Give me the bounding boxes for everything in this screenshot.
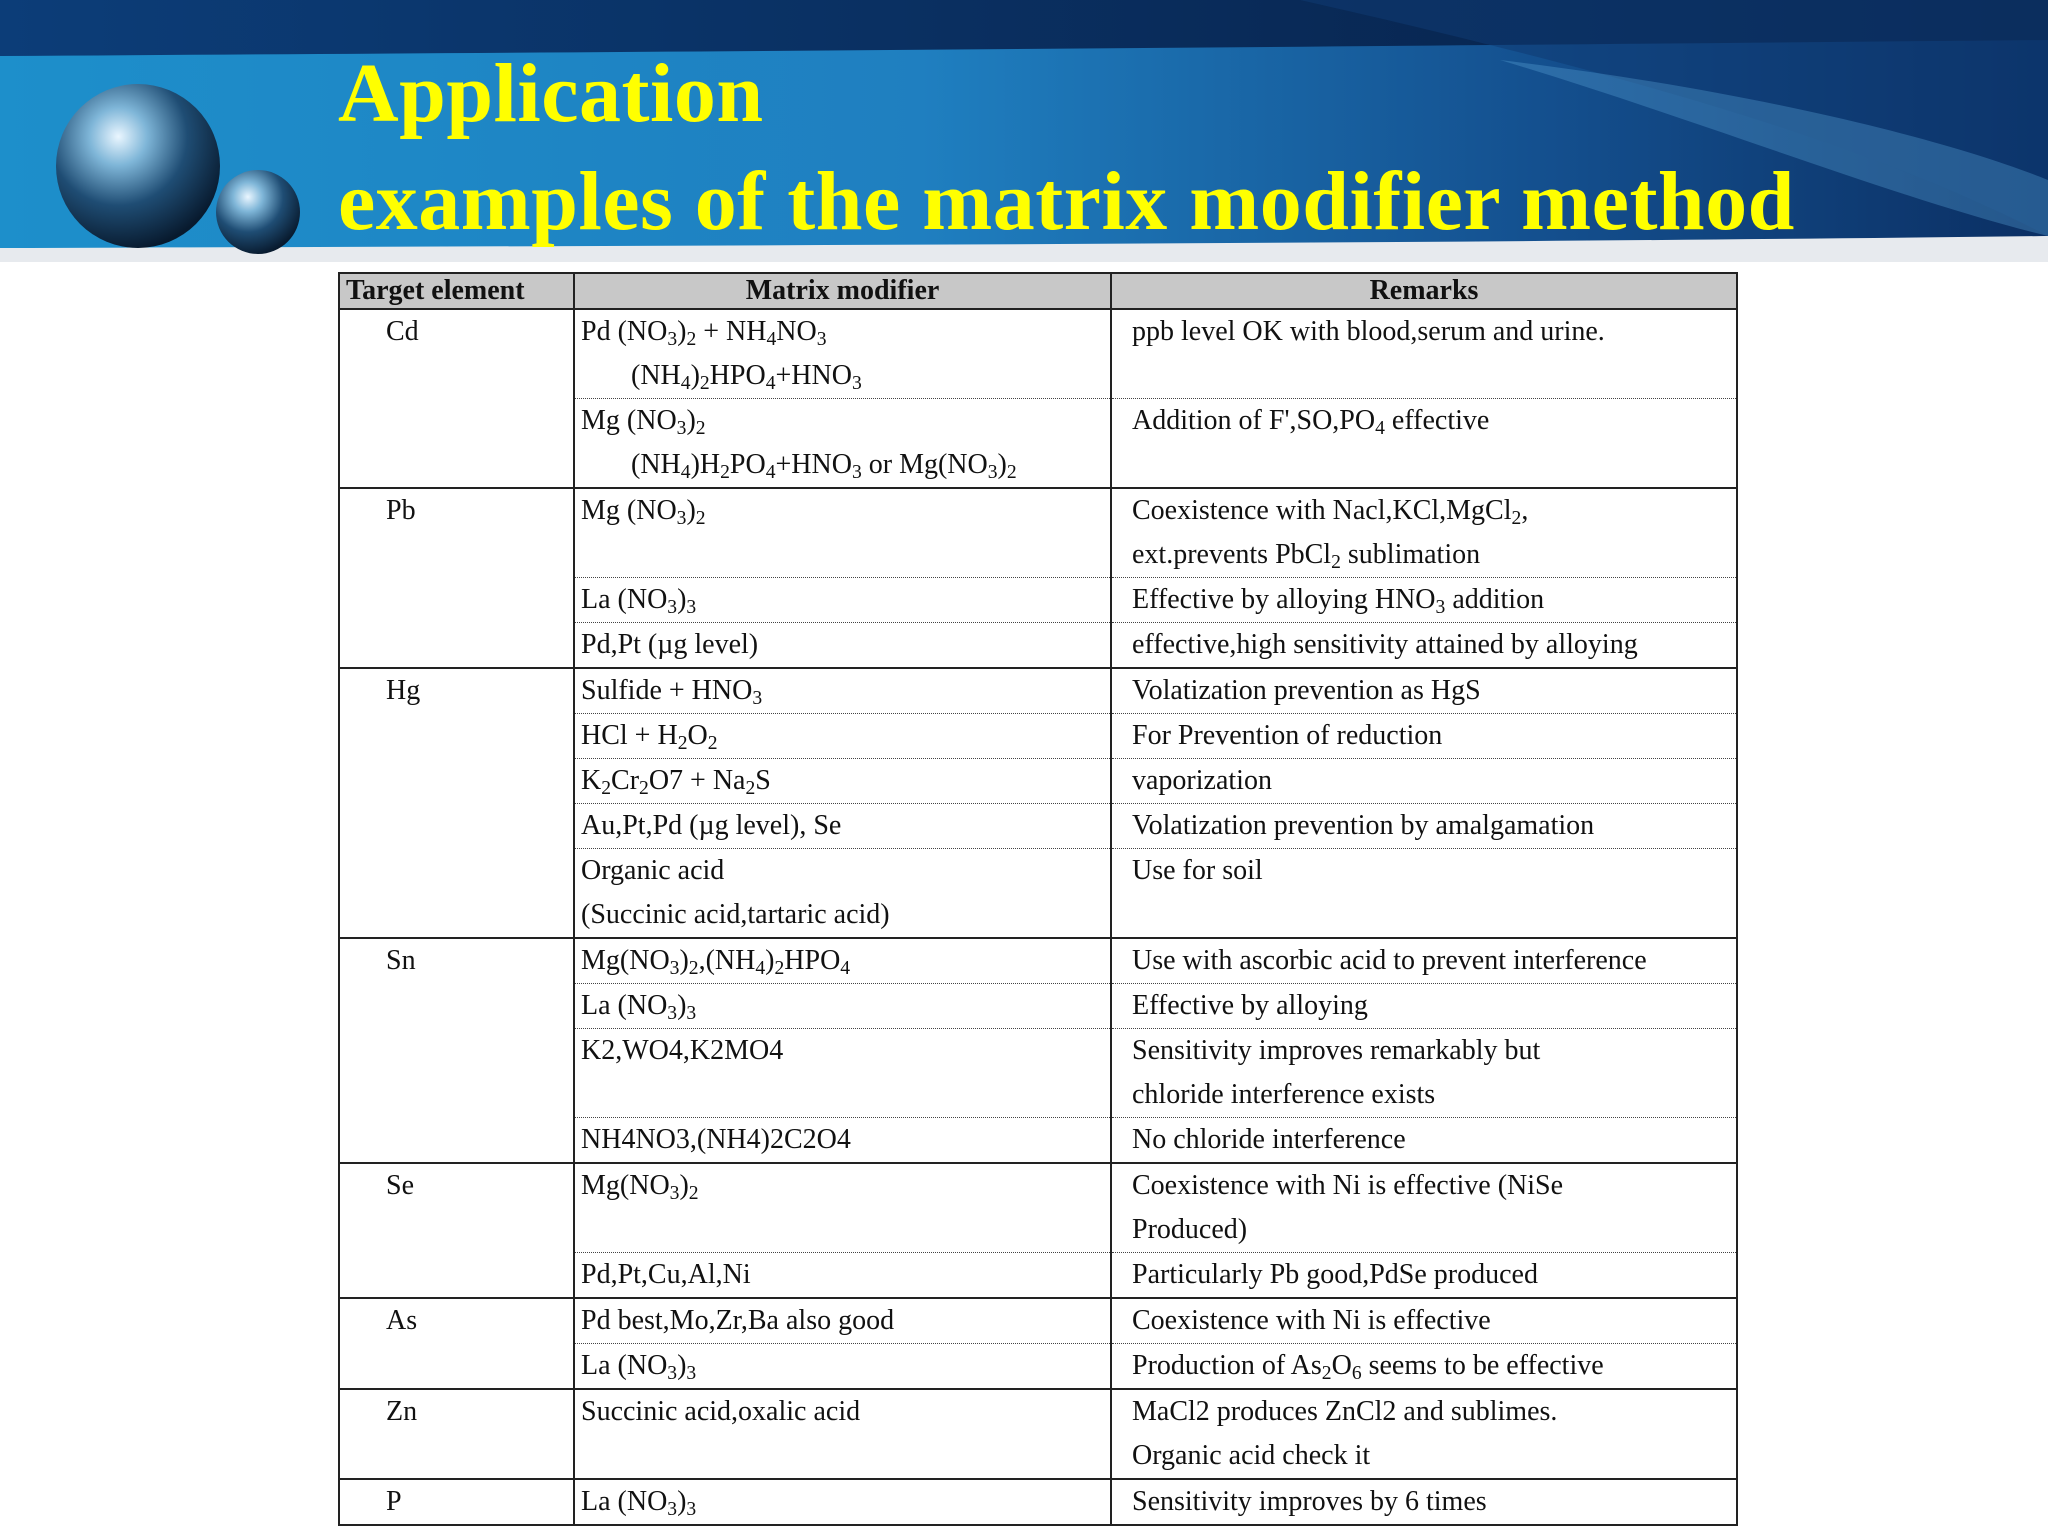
element-sn: Sn — [339, 938, 574, 1163]
matrix-modifier-table — [338, 272, 1738, 1526]
modifier-cell: $K_2Cr_2O7 + Na_2S$ — [574, 759, 1111, 804]
remark-cell: Volatization prevention by amalgamation — [1111, 804, 1737, 849]
remark-cell: Sensitivity improves by 6 times — [1111, 1479, 1737, 1525]
modifier-cell: Pd best,Mo,Zr,Ba also good — [574, 1298, 1111, 1344]
remark-cell: Production of $As_2O_6$ seems to be effective — [1111, 1344, 1737, 1390]
modifier-cell: NH4NO3,(NH4)2C2O4 — [574, 1118, 1111, 1164]
header-remarks: Remarks — [1111, 273, 1737, 309]
header-matrix-modifier: Matrix modifier — [574, 273, 1111, 309]
element-hg: Hg — [339, 668, 574, 938]
table-row — [339, 1298, 1737, 1344]
modifier-cell: Pd,Pt (µg level) — [574, 623, 1111, 669]
modifier-cell: Mg $(NO_3)_2$ — [574, 488, 1111, 578]
modifier-cell: La $(NO_3)_3$ — [574, 578, 1111, 623]
table-row — [339, 1479, 1737, 1525]
remark-cell: Use with ascorbic acid to prevent interference — [1111, 938, 1737, 984]
table-header-row — [339, 273, 1737, 309]
modifier-cell: Pd $(NO_3)_2 + NH_4NO_3$ $(NH_4)_2HPO_4+HNO_3$ — [574, 309, 1111, 399]
table-row — [339, 488, 1737, 578]
modifier-cell: Pd,Pt,Cu,Al,Ni — [574, 1253, 1111, 1299]
element-p: P — [339, 1479, 574, 1525]
modifier-cell: Mg $(NO_3)_2$ $(NH_4)H_2PO_4+HNO_3$ or $Mg(NO_3)_2$ — [574, 399, 1111, 489]
small-orb-icon — [216, 170, 300, 254]
element-as: As — [339, 1298, 574, 1389]
large-orb-icon — [56, 84, 220, 248]
remark-cell: Coexistence with Ni is effective (NiSe Produced) — [1111, 1163, 1737, 1253]
remark-cell: Addition of $F',SO,PO_4$ effective — [1111, 399, 1737, 489]
table-row — [339, 668, 1737, 714]
modifier-cell: $Mg(NO_3)_2,(NH_4)_2HPO_4$ — [574, 938, 1111, 984]
element-pb: Pb — [339, 488, 574, 668]
remark-cell: Coexistence with Ni is effective — [1111, 1298, 1737, 1344]
remark-cell: No chloride interference — [1111, 1118, 1737, 1164]
modifier-table-container — [338, 272, 1736, 1523]
remark-cell: Effective by alloying — [1111, 984, 1737, 1029]
remark-cell: Use for soil — [1111, 849, 1737, 939]
element-cd: Cd — [339, 309, 574, 488]
table-row — [339, 938, 1737, 984]
remark-cell: Effective by alloying $HNO_3$ addition — [1111, 578, 1737, 623]
modifier-cell: La $(NO_3)_3$ — [574, 1344, 1111, 1390]
table-row — [339, 1389, 1737, 1479]
slide-title — [338, 40, 1795, 256]
title-banner — [0, 0, 2048, 262]
modifier-cell: Organic acid (Succinic acid,tartaric acid) — [574, 849, 1111, 939]
modifier-cell: HCl + $H_2O_2$ — [574, 714, 1111, 759]
modifier-cell: La $(NO_3)_3$ — [574, 1479, 1111, 1525]
title-line-2: examples of the matrix modifier method — [338, 155, 1795, 248]
table-row — [339, 309, 1737, 399]
modifier-cell: Succinic acid,oxalic acid — [574, 1389, 1111, 1479]
remark-cell: Particularly Pb good,PdSe produced — [1111, 1253, 1737, 1299]
modifier-cell: K2,WO4,K2MO4 — [574, 1029, 1111, 1118]
remark-cell: Volatization prevention as HgS — [1111, 668, 1737, 714]
remark-cell: MaCl2 produces ZnCl2 and sublimes. Organic acid check it — [1111, 1389, 1737, 1479]
element-se: Se — [339, 1163, 574, 1298]
remark-cell: Sensitivity improves remarkably but chloride interference exists — [1111, 1029, 1737, 1118]
table-row — [339, 1163, 1737, 1253]
element-zn: Zn — [339, 1389, 574, 1479]
modifier-cell: Au,Pt,Pd (µg level), Se — [574, 804, 1111, 849]
remark-cell: effective,high sensitivity attained by alloying — [1111, 623, 1737, 669]
remark-cell: Coexistence with Nacl,KCl,MgCl$_2$, ext.prevents PbCl$_2$ sublimation — [1111, 488, 1737, 578]
modifier-cell: $Mg(NO_3)_2$ — [574, 1163, 1111, 1253]
header-target-element: Target element — [339, 273, 574, 309]
modifier-cell: Sulfide + $HNO_3$ — [574, 668, 1111, 714]
modifier-cell: La $(NO_3)_3$ — [574, 984, 1111, 1029]
remark-cell: vaporization — [1111, 759, 1737, 804]
title-line-1: Application — [338, 47, 764, 140]
remark-cell: ppb level OK with blood,serum and urine. — [1111, 309, 1737, 399]
remark-cell: For Prevention of reduction — [1111, 714, 1737, 759]
